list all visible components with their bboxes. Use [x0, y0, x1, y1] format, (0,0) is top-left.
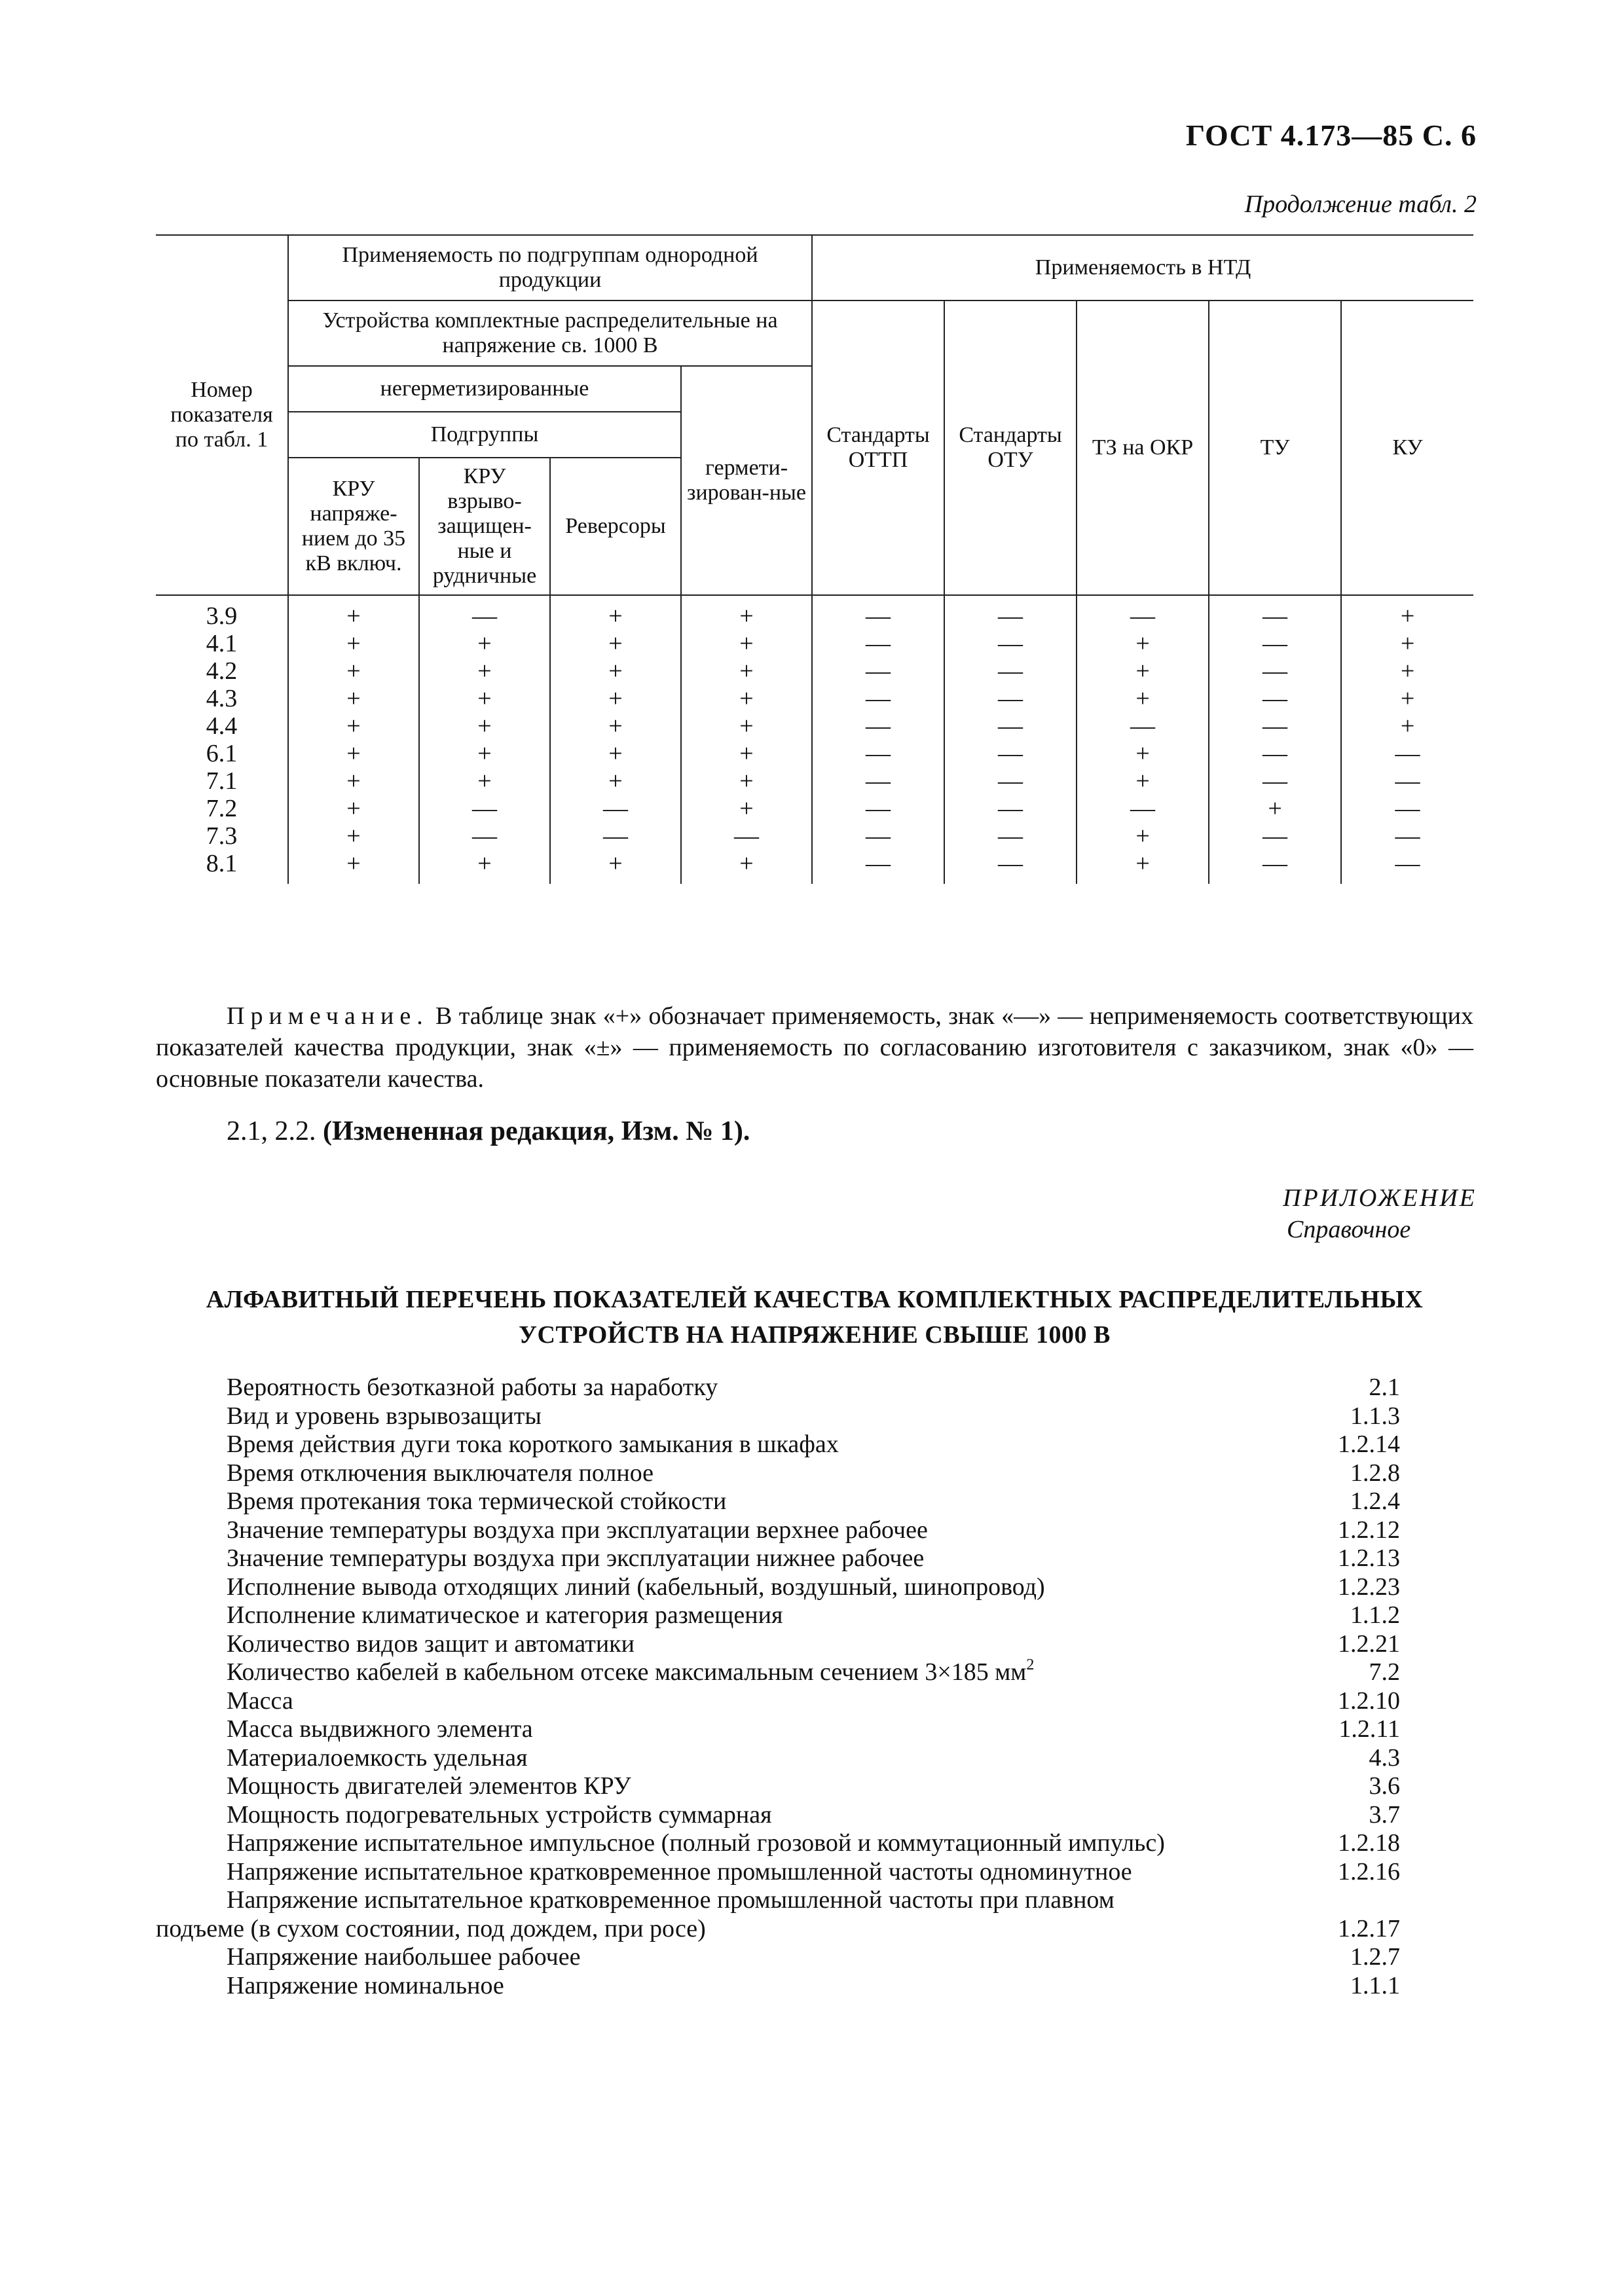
- index-item: [156, 1459, 1400, 1488]
- table-cell: —: [1209, 767, 1341, 795]
- table-cell: +: [550, 685, 681, 712]
- index-item-text: [156, 1829, 1165, 1858]
- table-cell: +: [288, 685, 419, 712]
- index-item-text: [156, 1630, 635, 1659]
- index-item-label: Напряжение наибольшее рабочее: [227, 1943, 581, 1971]
- index-item-label: Исполнение климатическое и категория размещения: [227, 1601, 783, 1629]
- table-row: [156, 657, 1473, 685]
- index-item: [156, 1430, 1400, 1459]
- index-item-number: 1.1.1: [1350, 1971, 1400, 1999]
- index-item-number: 1.2.16: [1338, 1857, 1400, 1886]
- applicability-table: [156, 234, 1473, 884]
- table-cell: +: [681, 740, 812, 767]
- index-item: [156, 1516, 1400, 1545]
- index-item-number: 1.2.8: [1350, 1459, 1400, 1487]
- table-cell: +: [288, 630, 419, 657]
- table-cell: +: [1341, 595, 1473, 630]
- table-cell: —: [944, 850, 1077, 884]
- table-continuation-label: Продолжение табл. 2: [1244, 191, 1477, 218]
- table-cell: —: [944, 712, 1077, 740]
- col-header-devices: Устройства комплектные распределительные на напряжение св. 1000 В: [288, 301, 812, 366]
- index-item-number: 1.2.18: [1338, 1829, 1400, 1857]
- row-number-cell: 6.1: [156, 740, 288, 767]
- row-number-cell: 4.4: [156, 712, 288, 740]
- index-item-text: [156, 1430, 839, 1459]
- index-item-number: 3.7: [1369, 1800, 1400, 1829]
- table-note: [156, 1000, 1473, 1095]
- index-item: [156, 1658, 1400, 1687]
- table-body: [156, 595, 1473, 884]
- index-item-label: Время действия дуги тока короткого замыкания в шкафах: [227, 1430, 839, 1458]
- table-cell: —: [419, 795, 550, 822]
- index-item-number: 1.1.3: [1350, 1402, 1400, 1430]
- index-item-text: [156, 1943, 581, 1972]
- table-cell: +: [681, 685, 812, 712]
- table-row: [156, 630, 1473, 657]
- index-item-text: [156, 1516, 928, 1545]
- index-item-number: 3.6: [1369, 1772, 1400, 1800]
- index-item: [156, 1943, 1400, 1972]
- table-row: [156, 767, 1473, 795]
- alphabetical-index-list: [156, 1374, 1400, 2000]
- index-item: [156, 1544, 1400, 1573]
- table-cell: —: [812, 595, 944, 630]
- index-item-label: Значение температуры воздуха при эксплуатации нижнее рабочее: [227, 1544, 925, 1572]
- col-header-ntd: Применяемость в НТД: [812, 235, 1473, 301]
- row-number-cell: 7.1: [156, 767, 288, 795]
- table-cell: +: [550, 850, 681, 884]
- table-cell: —: [812, 685, 944, 712]
- index-item-text: [156, 1915, 706, 1944]
- index-item-number: 1.2.10: [1338, 1686, 1400, 1715]
- table-cell: +: [1077, 850, 1209, 884]
- table-cell: —: [1077, 595, 1209, 630]
- index-item-label: Вид и уровень взрывозащиты: [227, 1402, 542, 1430]
- index-item: [156, 1886, 1400, 1915]
- table-cell: +: [288, 822, 419, 850]
- table-cell: —: [1209, 850, 1341, 884]
- index-item-text: [156, 1544, 924, 1573]
- table-cell: +: [1341, 630, 1473, 657]
- table-cell: +: [288, 712, 419, 740]
- index-item: [156, 1972, 1400, 2001]
- index-item: [156, 1601, 1400, 1630]
- appendix-label: [1283, 1182, 1477, 1245]
- table-row: [156, 712, 1473, 740]
- table-cell: —: [812, 850, 944, 884]
- table-row: [156, 740, 1473, 767]
- table-row: [156, 850, 1473, 884]
- index-item-label: Количество кабелей в кабельном отсеке максимальным сечением 3×185 мм: [227, 1658, 1027, 1686]
- table-cell: +: [681, 657, 812, 685]
- col-header-nonsealed: негерметизированные: [288, 366, 681, 412]
- table-cell: +: [681, 595, 812, 630]
- appendix-title: ПРИЛОЖЕНИЕ: [1283, 1184, 1477, 1212]
- index-item-text: [156, 1402, 542, 1431]
- index-item: [156, 1801, 1400, 1830]
- index-item-number: 2.1: [1369, 1374, 1400, 1401]
- index-item-label: Исполнение вывода отходящих линий (кабельный, воздушный, шинопровод): [227, 1573, 1045, 1601]
- note-text: В таблице знак «+» обозначает применяемость, знак «—» — неприменяемость соответствующих показателей качества продукции, знак «±» — применяемость по согласованию изготовителя с заказчиком, знак «0» — основные показатели качества.: [156, 1002, 1473, 1093]
- index-item: [156, 1715, 1400, 1744]
- index-item-number: 1.2.11: [1338, 1715, 1400, 1743]
- col-header-std-ottp: Стандарты ОТТП: [812, 301, 944, 595]
- index-item-label: Напряжение номинальное: [227, 1971, 504, 1999]
- index-item-label: Напряжение испытательное кратковременное промышленной частоты при плавном: [227, 1886, 1115, 1914]
- table-cell: +: [1341, 712, 1473, 740]
- table-cell: —: [1209, 595, 1341, 630]
- table-cell: +: [419, 712, 550, 740]
- table-cell: +: [288, 767, 419, 795]
- index-item-label: Напряжение испытательное импульсное (полный грозовой и коммутационный импульс): [227, 1829, 1165, 1857]
- index-item-number: 1.2.17: [1338, 1914, 1400, 1942]
- table-row: [156, 595, 1473, 630]
- col-header-reversers: Реверсоры: [550, 458, 681, 595]
- table-cell: —: [944, 630, 1077, 657]
- index-item-label: Время протекания тока термической стойкости: [227, 1487, 727, 1515]
- table-cell: —: [1341, 740, 1473, 767]
- col-header-std-otu: Стандарты ОТУ: [944, 301, 1077, 595]
- table-cell: +: [1077, 630, 1209, 657]
- table-cell: +: [1077, 685, 1209, 712]
- table-cell: +: [1077, 657, 1209, 685]
- col-header-kru35: КРУ напряже-нием до 35 кВ включ.: [288, 458, 419, 595]
- table-cell: +: [550, 712, 681, 740]
- index-item-text: [156, 1772, 631, 1801]
- table-cell: —: [1209, 822, 1341, 850]
- row-number-cell: 7.2: [156, 795, 288, 822]
- amendment-bold: (Измененная редакция, Изм. № 1).: [323, 1116, 750, 1146]
- table-cell: +: [550, 740, 681, 767]
- index-item-label: Масса выдвижного элемента: [227, 1715, 533, 1743]
- index-item-text: [156, 1744, 528, 1773]
- index-item: [156, 1829, 1400, 1858]
- table-cell: —: [1341, 822, 1473, 850]
- alphabetical-list-title: [156, 1282, 1473, 1353]
- index-item-text: [156, 1459, 654, 1488]
- index-item-label: Вероятность безотказной работы за наработку: [227, 1374, 718, 1401]
- table-row: [156, 685, 1473, 712]
- table-cell: +: [419, 685, 550, 712]
- index-item-text: [156, 1374, 718, 1402]
- table-cell: +: [681, 850, 812, 884]
- table-cell: +: [1209, 795, 1341, 822]
- index-item-number: 1.2.12: [1338, 1516, 1400, 1544]
- table-cell: —: [1209, 685, 1341, 712]
- table-cell: +: [550, 595, 681, 630]
- table-cell: —: [419, 822, 550, 850]
- note-lead: Примечание.: [227, 1002, 429, 1030]
- row-number-cell: 8.1: [156, 850, 288, 884]
- table-cell: +: [1341, 685, 1473, 712]
- table-cell: —: [1209, 712, 1341, 740]
- table-cell: +: [1077, 740, 1209, 767]
- col-header-tz-okr: ТЗ на ОКР: [1077, 301, 1209, 595]
- table-cell: +: [1077, 822, 1209, 850]
- table-cell: —: [1077, 712, 1209, 740]
- table-cell: —: [812, 630, 944, 657]
- index-item-text: [156, 1886, 1115, 1915]
- amendment-prefix: 2.1, 2.2.: [227, 1116, 323, 1146]
- index-item-text: [156, 1715, 533, 1744]
- table-cell: —: [812, 712, 944, 740]
- index-item-text: [156, 1972, 504, 2001]
- col-header-subgroups-label: Подгруппы: [288, 412, 681, 458]
- index-item-number: 1.2.14: [1338, 1430, 1400, 1458]
- table-cell: —: [550, 795, 681, 822]
- table-cell: —: [944, 795, 1077, 822]
- row-number-cell: 4.2: [156, 657, 288, 685]
- index-item: [156, 1374, 1400, 1402]
- index-item-text: [156, 1487, 726, 1516]
- index-item-text: [156, 1858, 1132, 1887]
- table-cell: +: [419, 657, 550, 685]
- index-item-text: [156, 1573, 1045, 1602]
- index-item-label: Мощность подогревательных устройств суммарная: [227, 1800, 772, 1829]
- col-header-ku: КУ: [1341, 301, 1473, 595]
- table-cell: —: [944, 595, 1077, 630]
- col-header-number: Номер показателя по табл. 1: [156, 235, 288, 595]
- table-cell: —: [419, 595, 550, 630]
- table-cell: —: [1341, 767, 1473, 795]
- index-item-number: 7.2: [1369, 1658, 1400, 1686]
- index-item-number: 1.2.4: [1350, 1487, 1400, 1515]
- table-cell: —: [812, 822, 944, 850]
- table-cell: +: [419, 767, 550, 795]
- table-cell: +: [288, 657, 419, 685]
- alphabetical-title-line2: УСТРОЙСТВ НА НАПРЯЖЕНИЕ СВЫШЕ 1000 В: [519, 1321, 1111, 1349]
- table-cell: +: [288, 595, 419, 630]
- table-cell: —: [944, 767, 1077, 795]
- index-item: [156, 1573, 1400, 1602]
- col-header-kru-ex: КРУ взрыво-защищен-ные и рудничные: [419, 458, 550, 595]
- appendix-subtitle: Справочное: [1287, 1216, 1411, 1243]
- index-item-label: Время отключения выключателя полное: [227, 1459, 654, 1487]
- row-number-cell: 4.3: [156, 685, 288, 712]
- table-cell: +: [288, 740, 419, 767]
- table-cell: +: [288, 795, 419, 822]
- table-cell: +: [550, 630, 681, 657]
- table-cell: +: [550, 767, 681, 795]
- table-cell: —: [944, 822, 1077, 850]
- index-item: [156, 1744, 1400, 1773]
- table-cell: —: [944, 685, 1077, 712]
- index-item: [156, 1487, 1400, 1516]
- index-item: [156, 1687, 1400, 1716]
- index-item: [156, 1402, 1400, 1431]
- table-cell: —: [1209, 630, 1341, 657]
- table-cell: —: [812, 657, 944, 685]
- index-item-number: [1328, 1886, 1400, 1915]
- alphabetical-title-line1: АЛФАВИТНЫЙ ПЕРЕЧЕНЬ ПОКАЗАТЕЛЕЙ КАЧЕСТВА КОМПЛЕКТНЫХ РАСПРЕДЕЛИТЕЛЬНЫХ: [206, 1286, 1424, 1313]
- table-cell: +: [419, 630, 550, 657]
- table-cell: —: [1341, 850, 1473, 884]
- index-item-label: подъеме (в сухом состоянии, под дождем, при росе): [156, 1914, 706, 1942]
- index-item-number: 1.2.13: [1338, 1544, 1400, 1572]
- table-cell: +: [288, 850, 419, 884]
- index-item-text: [156, 1658, 1034, 1687]
- table-cell: +: [1341, 657, 1473, 685]
- index-item-number: 1.2.21: [1338, 1630, 1400, 1658]
- index-item-label: Материалоемкость удельная: [227, 1743, 528, 1772]
- index-item-label: Мощность двигателей элементов КРУ: [227, 1772, 631, 1800]
- index-item-number: 1.2.23: [1338, 1573, 1400, 1601]
- index-item-label: Количество видов защит и автоматики: [227, 1630, 635, 1658]
- table-cell: +: [419, 850, 550, 884]
- index-item-label: Значение температуры воздуха при эксплуатации верхнее рабочее: [227, 1516, 928, 1544]
- table-cell: +: [681, 630, 812, 657]
- table-cell: +: [681, 767, 812, 795]
- table-cell: —: [550, 822, 681, 850]
- index-item-label: Напряжение испытательное кратковременное промышленной частоты одноминутное: [227, 1857, 1132, 1886]
- row-number-cell: 4.1: [156, 630, 288, 657]
- table-cell: +: [419, 740, 550, 767]
- index-item-number: 4.3: [1369, 1743, 1400, 1772]
- table-row: [156, 822, 1473, 850]
- table-cell: —: [944, 740, 1077, 767]
- table-cell: +: [550, 657, 681, 685]
- table-cell: —: [681, 822, 812, 850]
- index-item: [156, 1915, 1400, 1944]
- index-item-text: [156, 1687, 293, 1716]
- index-item-number: 1.2.7: [1350, 1943, 1400, 1971]
- table-cell: —: [812, 795, 944, 822]
- table-cell: +: [1077, 767, 1209, 795]
- col-header-sealed: гермети-зирован-ные: [681, 366, 812, 595]
- table-cell: —: [1341, 795, 1473, 822]
- index-item-superscript: 2: [1026, 1656, 1035, 1673]
- row-number-cell: 3.9: [156, 595, 288, 630]
- index-item: [156, 1772, 1400, 1801]
- table-cell: +: [681, 712, 812, 740]
- amendment-line: [227, 1116, 750, 1147]
- table-cell: —: [812, 740, 944, 767]
- col-header-tu: ТУ: [1209, 301, 1341, 595]
- index-item-number: 1.1.2: [1350, 1601, 1400, 1629]
- table-cell: —: [944, 657, 1077, 685]
- index-item-text: [156, 1801, 772, 1830]
- document-title: ГОСТ 4.173—85 С. 6: [1185, 118, 1477, 152]
- table-cell: —: [1077, 795, 1209, 822]
- table-cell: —: [812, 767, 944, 795]
- table-row: [156, 795, 1473, 822]
- index-item-label: Масса: [227, 1686, 293, 1715]
- table-cell: —: [1209, 657, 1341, 685]
- col-header-subgroups: Применяемость по подгруппам однородной продукции: [288, 235, 812, 301]
- table-cell: —: [1209, 740, 1341, 767]
- index-item-text: [156, 1601, 783, 1630]
- row-number-cell: 7.3: [156, 822, 288, 850]
- table-cell: +: [681, 795, 812, 822]
- index-item: [156, 1858, 1400, 1887]
- index-item: [156, 1630, 1400, 1659]
